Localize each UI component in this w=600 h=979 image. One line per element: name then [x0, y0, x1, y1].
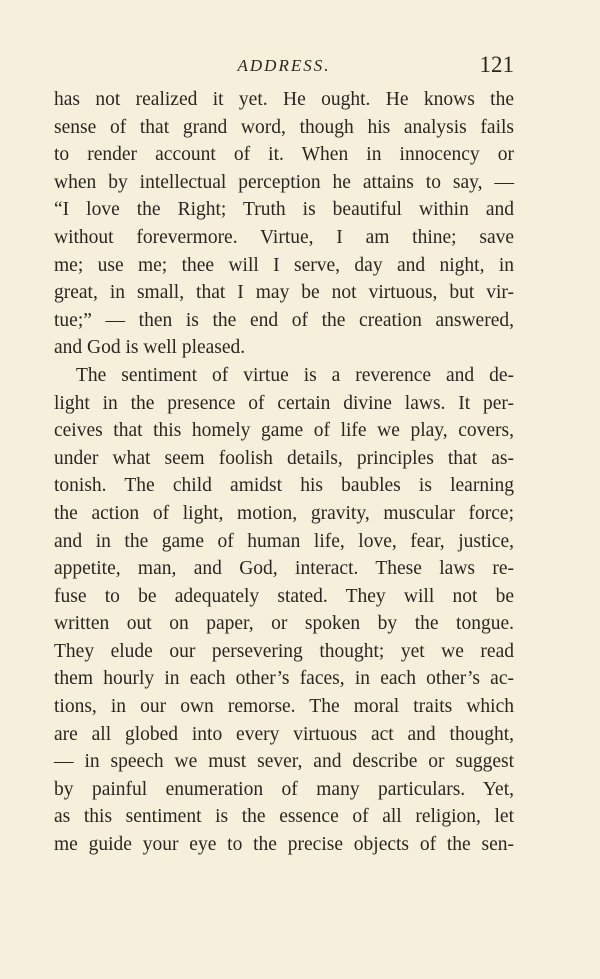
running-title: ADDRESS.: [237, 56, 331, 75]
text-line: “I love the Right; Truth is beautiful within and: [54, 199, 514, 221]
text-line: tonish. The child amidst his baubles is learning: [54, 475, 514, 497]
text-line: me guide your eye to the precise objects of the sen-: [54, 834, 514, 856]
text-line: to render account of it. When in innocency or: [54, 144, 514, 166]
text-line: appetite, man, and God, interact. These laws re-: [54, 558, 514, 580]
page-number: 121: [479, 52, 514, 77]
text-line: has not realized it yet. He ought. He knows the: [54, 89, 514, 110]
text-line: by painful enumeration of many particulars. Yet,: [54, 778, 514, 800]
text-line: sense of that grand word, though his analysis fails: [54, 116, 514, 138]
text-line: They elude our persevering thought; yet we read: [54, 640, 514, 662]
text-line: — in speech we must sever, and describe or suggest: [54, 751, 514, 773]
text-line: as this sentiment is the essence of all religion, let: [54, 806, 514, 828]
text-line: them hourly in each other’s faces, in each other’s ac-: [54, 668, 514, 690]
text-line: written out on paper, or spoken by the tongue.: [54, 613, 514, 635]
text-line: under what seem foolish details, principles that as-: [54, 447, 514, 469]
text-line: ceives that this homely game of life we play, covers,: [54, 420, 514, 442]
text-line: tions, in our own remorse. The moral traits which: [54, 696, 514, 718]
text-line: great, in small, that I may be not virtuous, but vir-: [54, 282, 514, 304]
running-head: [54, 52, 514, 82]
text-line: the action of light, motion, gravity, muscular force;: [54, 502, 514, 524]
text-line: and in the game of human life, love, fear, justice,: [54, 530, 514, 552]
text-line: tue;” — then is the end of the creation answered,: [54, 309, 514, 331]
text-line: fuse to be adequately stated. They will not be: [54, 585, 514, 607]
text-line: light in the presence of certain divine laws. It per-: [54, 392, 514, 414]
text-line: me; use me; thee will I serve, day and night, in: [54, 254, 514, 276]
paragraph-end-line: and God is well pleased.: [54, 337, 246, 359]
text-line: are all globed into every virtuous act and thought,: [54, 723, 514, 745]
body-text: [54, 86, 514, 859]
text-line: when by intellectual perception he attains to say, —: [54, 171, 514, 193]
paragraph-start-line: The sentiment of virtue is a reverence and de-: [76, 364, 514, 386]
text-line: without forevermore. Virtue, I am thine; save: [54, 226, 514, 248]
